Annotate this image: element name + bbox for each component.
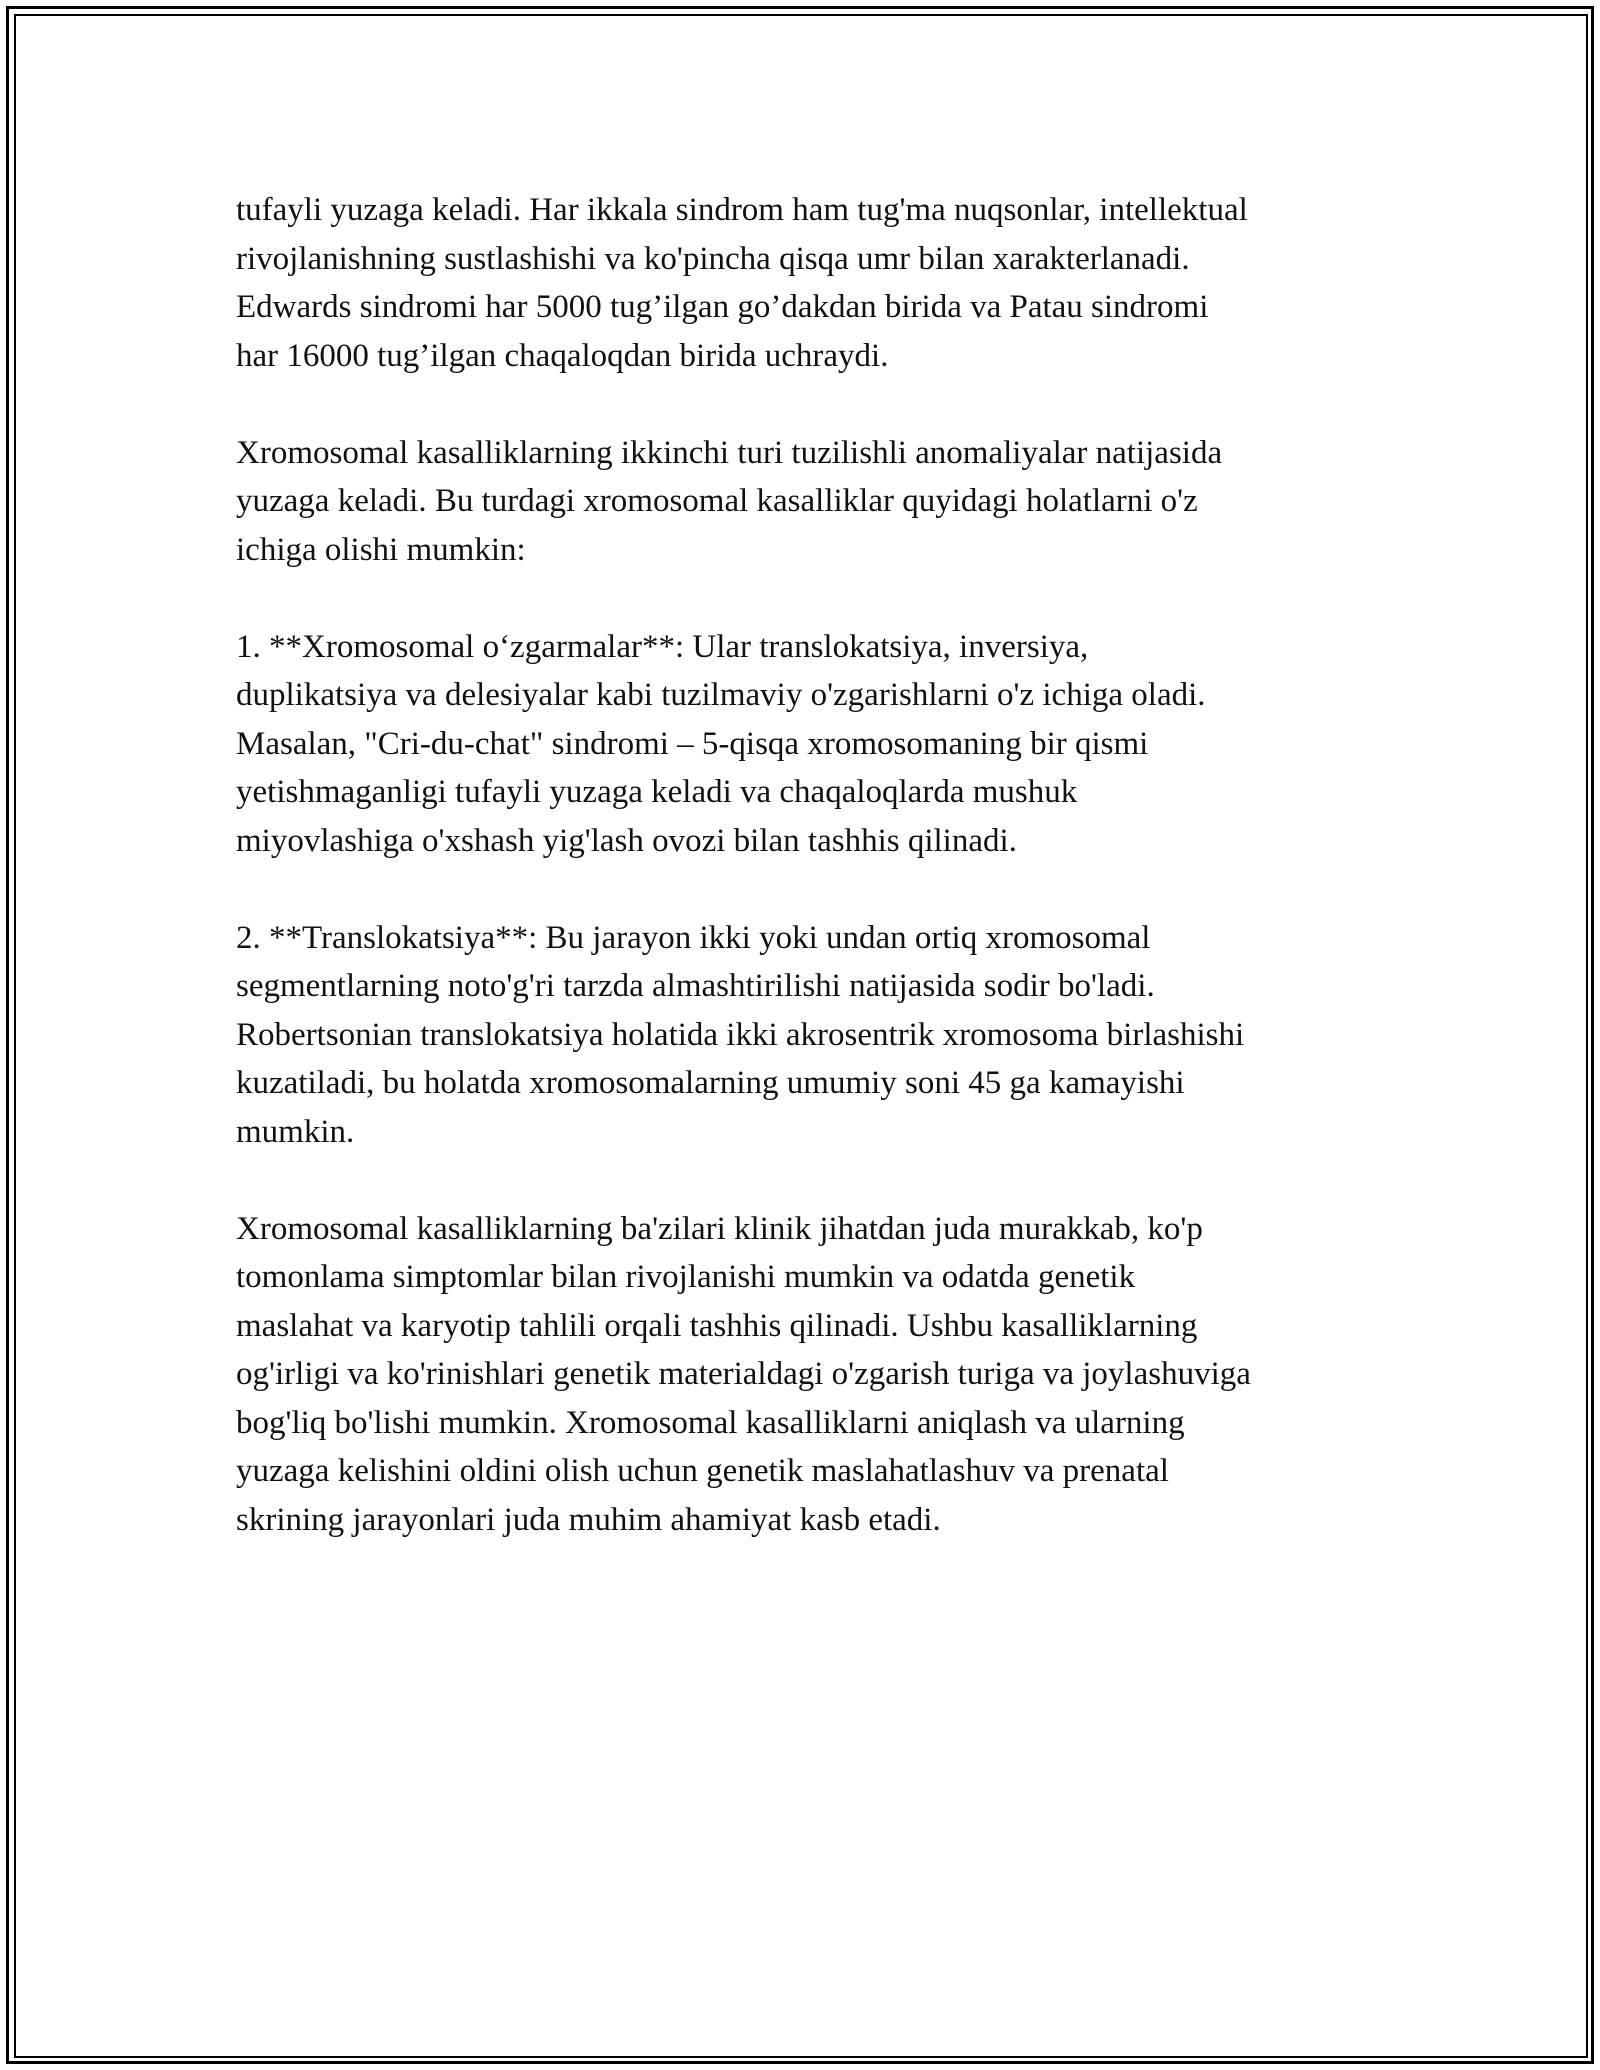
text-line: 2. **Translokatsiya**: Bu jarayon ikki yoki undan ortiq xromosomal bbox=[236, 919, 1151, 956]
text-line: bog'liq bo'lishi mumkin. Xromosomal kasalliklarni aniqlash va ularning bbox=[236, 1404, 1185, 1441]
paragraph-diagnosis-conclusion bbox=[236, 1205, 1376, 1545]
list-item-translocation bbox=[236, 914, 1376, 1157]
text-line: Xromosomal kasalliklarning ikkinchi turi tuzilishli anomaliyalar natijasida bbox=[236, 434, 1223, 471]
text-line: miyovlashiga o'xshash yig'lash ovozi bilan tashhis qilinadi. bbox=[236, 822, 1017, 859]
text-line: kuzatiladi, bu holatda xromosomalarning umumiy soni 45 ga kamayishi bbox=[236, 1065, 1185, 1101]
text-line: rivojlanishning sustlashishi va ko'pincha qisqa umr bilan xarakterlanadi. bbox=[236, 240, 1190, 277]
paragraph-syndromes-summary bbox=[236, 186, 1376, 380]
text-line: og'irligi va ko'rinishlari genetik materialdagi o'zgarish turiga va joylashuviga bbox=[236, 1356, 1251, 1392]
text-line: ichiga olishi mumkin: bbox=[236, 531, 526, 568]
text-line: tufayli yuzaga keladi. Har ikkala sindrom ham tug'ma nuqsonlar, intellektual bbox=[236, 192, 1248, 228]
text-line: yetishmaganligi tufayli yuzaga keladi va chaqaloqlarda mushuk bbox=[236, 774, 1078, 810]
text-line: Edwards sindromi har 5000 tug’ilgan go’dakdan birida va Patau sindromi bbox=[236, 289, 1209, 325]
text-line: har 16000 tug’ilgan chaqaloqdan birida uchraydi. bbox=[236, 337, 889, 374]
document-body bbox=[236, 186, 1376, 1593]
text-line: yuzaga keladi. Bu turdagi xromosomal kasalliklar quyidagi holatlarni o'z bbox=[236, 483, 1198, 519]
text-line: segmentlarning noto'g'ri tarzda almashtirilishi natijasida sodir bo'ladi. bbox=[236, 968, 1155, 1004]
text-line: yuzaga kelishini oldini olish uchun genetik maslahatlashuv va prenatal bbox=[236, 1453, 1169, 1489]
text-line: Masalan, "Cri-du-chat" sindromi – 5-qisqa xromosomaning bir qismi bbox=[236, 725, 1149, 762]
list-item-chromosomal-changes bbox=[236, 623, 1376, 866]
text-line: Xromosomal kasalliklarning ba'zilari klinik jihatdan juda murakkab, ko'p bbox=[236, 1210, 1203, 1247]
paragraph-structural-anomalies bbox=[236, 429, 1376, 575]
text-line: Robertsonian translokatsiya holatida ikki akrosentrik xromosoma birlashishi bbox=[236, 1016, 1245, 1053]
text-line: maslahat va karyotip tahlili orqali tashhis qilinadi. Ushbu kasalliklarning bbox=[236, 1307, 1198, 1344]
text-line: skrining jarayonlari juda muhim ahamiyat kasb etadi. bbox=[236, 1501, 941, 1538]
text-line: duplikatsiya va delesiyalar kabi tuzilmaviy o'zgarishlarni o'z ichiga oladi. bbox=[236, 677, 1206, 713]
text-line: mumkin. bbox=[236, 1113, 355, 1150]
text-line: tomonlama simptomlar bilan rivojlanishi mumkin va odatda genetik bbox=[236, 1259, 1136, 1295]
text-line: 1. **Xromosomal o‘zgarmalar**: Ular translokatsiya, inversiya, bbox=[236, 628, 1089, 665]
